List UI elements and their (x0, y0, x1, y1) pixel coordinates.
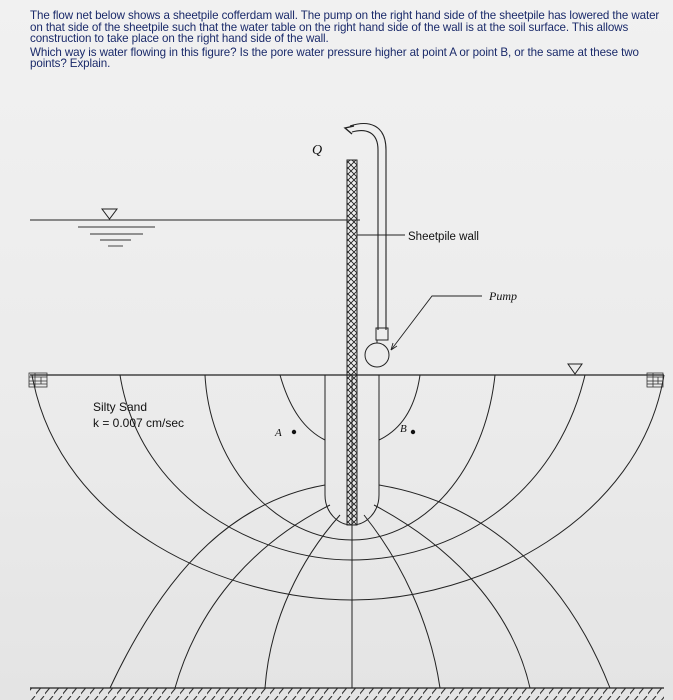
question-paragraph-2: Which way is water flowing in this figure? Is the pore water pressure higher at point A or point B, or the same at these two points? Explain. (30, 45, 639, 71)
question-paragraph-1: The flow net below shows a sheetpile cofferdam wall. The pump on the right hand side of the sheetpile has lowered the water on that side of the sheetpile such that the water table on the right hand side of the wall is at the soil surface. This allows construction to take place on the right hand side of the wall. (30, 9, 660, 46)
point-b-label: B (400, 423, 407, 435)
point-a-marker (292, 430, 296, 434)
flow-rate-label: Q (312, 143, 323, 158)
pump-label: Pump (489, 289, 517, 303)
impermeable-base (30, 688, 664, 700)
point-b-marker (411, 430, 415, 434)
soil-name-label: Silty Sand (93, 400, 148, 414)
sheetpile-label: Sheetpile wall (408, 231, 479, 243)
sheetpile-wall (347, 160, 357, 525)
water-surface-left (30, 209, 360, 246)
soil-permeability-label: k = 0.007 cm/sec (93, 416, 185, 430)
pump (365, 328, 389, 367)
point-a-label: A (275, 427, 282, 439)
water-table-right-marker (568, 364, 582, 374)
equipotential-lines (110, 375, 610, 688)
pump-leader-line (391, 296, 482, 350)
